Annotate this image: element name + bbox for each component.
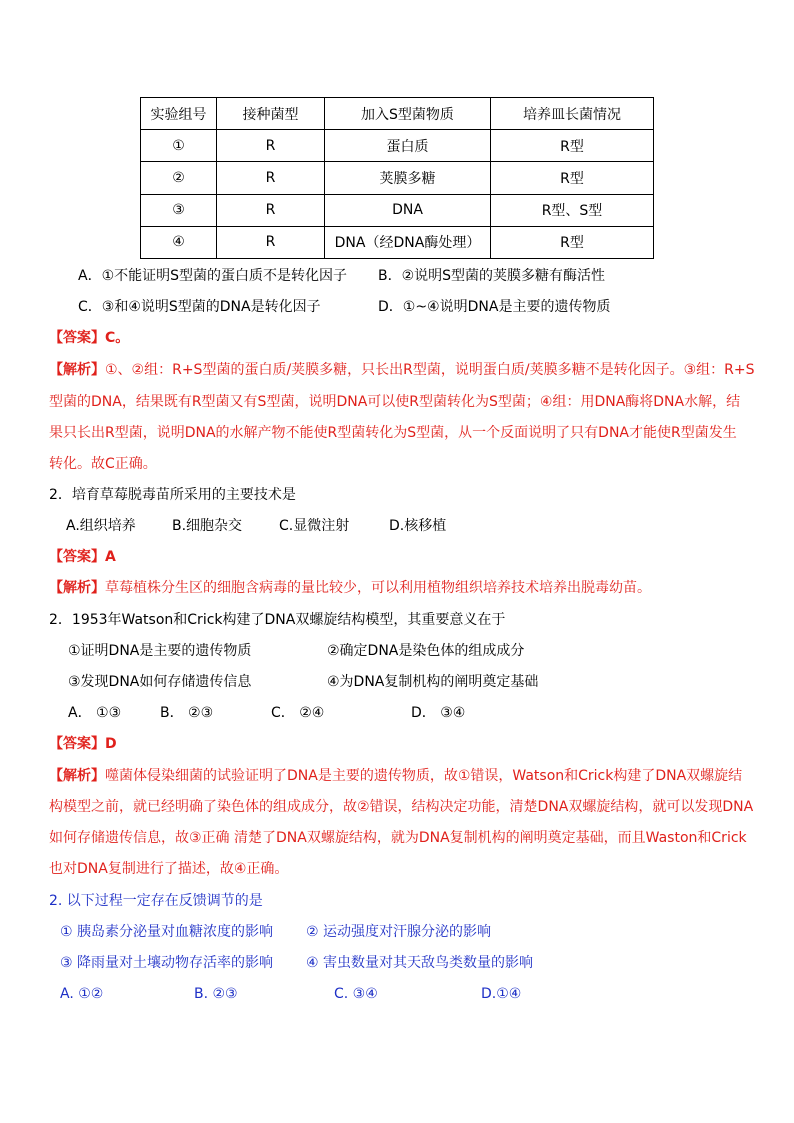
q4-item-3: ③ 降雨量对土壤动物存活率的影响 [60,955,274,971]
q2-option-b: B.细胞杂交 [172,518,243,534]
q3-analysis-line [49,766,742,786]
q3-option-a: A． ①③ [68,705,122,721]
table-cell: R [217,194,325,226]
q2-answer [49,547,116,567]
analysis-tag: 【解析】 [49,362,105,378]
answer-value: C。 [105,330,130,346]
table-header-cell: 培养皿长菌情况 [491,98,654,130]
table-cell: ① [141,130,217,162]
table-cell: DNA（经DNA酶处理） [325,226,491,258]
q3-analysis-line: 也对DNA复制进行了描述，故④正确。 [49,861,289,877]
q3-item-1: ①证明DNA是主要的遗传物质 [68,643,252,659]
q3-answer [49,734,117,754]
table-cell: R型 [491,162,654,194]
table-cell: R [217,130,325,162]
table-cell: 荚膜多糖 [325,162,491,194]
q4-option-c: C. ③④ [334,986,378,1002]
table-row [141,194,654,226]
analysis-tag: 【解析】 [49,768,105,784]
answer-tag: 【答案】 [49,549,105,565]
answer-value: D [105,736,117,752]
q3-option-b: B． ②③ [160,705,214,721]
experiment-table [140,97,654,259]
q2-stem: 2．培育草莓脱毒苗所采用的主要技术是 [49,487,296,503]
table-cell: ③ [141,194,217,226]
q3-stem: 2．1953年Watson和Crick构建了DNA双螺旋结构模型，其重要意义在于 [49,612,506,628]
q1-option-a: A．①不能证明S型菌的蛋白质不是转化因子 [78,268,348,284]
q1-answer [49,328,129,348]
table-header-cell: 加入S型菌物质 [325,98,491,130]
q1-option-d: D．①~④说明DNA是主要的遗传物质 [378,299,611,315]
q1-option-c: C．③和④说明S型菌的DNA是转化因子 [78,299,321,315]
table-cell: DNA [325,194,491,226]
q4-stem: 2. 以下过程一定存在反馈调节的是 [49,893,263,909]
q4-option-b: B. ②③ [194,986,238,1002]
q3-item-2: ②确定DNA是染色体的组成成分 [327,643,525,659]
q2-option-c: C.显微注射 [279,518,350,534]
analysis-text: ①、②组：R+S型菌的蛋白质/荚膜多糖，只长出R型菌，说明蛋白质/荚膜多糖不是转化因子。③组：R+S [105,362,755,378]
q4-item-4: ④ 害虫数量对其天敌鸟类数量的影响 [306,955,534,971]
q3-option-c: C． ②④ [271,705,325,721]
table-cell: ② [141,162,217,194]
answer-tag: 【答案】 [49,736,105,752]
q4-option-d: D.①④ [481,986,522,1002]
answer-tag: 【答案】 [49,330,105,346]
q1-analysis-line: 果只长出R型菌，说明DNA的水解产物不能使R型菌转化为S型菌，从一个反面说明了只有DNA才能使R型菌发生 [49,425,737,441]
table-cell: R型 [491,226,654,258]
q3-analysis-line: 如何存储遗传信息，故③正确 清楚了DNA双螺旋结构，就为DNA复制机构的阐明奠定基础，而且Waston和Crick [49,830,747,846]
table-row [141,162,654,194]
table-header-row [141,98,654,130]
table-cell: R [217,226,325,258]
q1-analysis-line [49,360,755,380]
analysis-tag: 【解析】 [49,580,105,596]
table-row [141,226,654,258]
q1-analysis-line: 转化。故C正确。 [49,456,157,472]
q3-option-d: D． ③④ [411,705,466,721]
table-cell: R型 [491,130,654,162]
q4-item-2: ② 运动强度对汗腺分泌的影响 [306,924,492,940]
q2-option-a: A.组织培养 [66,518,136,534]
q1-option-b: B．②说明S型菌的荚膜多糖有酶活性 [378,268,606,284]
table-cell: R型、S型 [491,194,654,226]
table-row [141,130,654,162]
q4-item-1: ① 胰岛素分泌量对血糖浓度的影响 [60,924,274,940]
q3-analysis-line: 构模型之前，就已经明确了染色体的组成成分，故②错误，结构决定功能，清楚DNA双螺旋结构，就可以发现DNA [49,799,754,815]
table-header-cell: 实验组号 [141,98,217,130]
analysis-text: 噬菌体侵染细菌的试验证明了DNA是主要的遗传物质，故①错误，Watson和Crick构建了DNA双螺旋结 [105,768,743,784]
q1-analysis-line: 型菌的DNA，结果既有R型菌又有S型菌，说明DNA可以使R型菌转化为S型菌；④组：用DNA酶将DNA水解，结 [49,394,741,410]
answer-value: A [105,549,116,565]
analysis-text: 草莓植株分生区的细胞含病毒的量比较少，可以利用植物组织培养技术培养出脱毒幼苗。 [105,580,651,596]
table-cell: R [217,162,325,194]
q2-analysis [49,578,651,598]
q4-option-a: A. ①② [60,986,104,1002]
q3-item-4: ④为DNA复制机构的阐明奠定基础 [327,674,539,690]
q3-item-3: ③发现DNA如何存储遗传信息 [68,674,252,690]
q2-option-d: D.核移植 [389,518,447,534]
table-cell: 蛋白质 [325,130,491,162]
table-cell: ④ [141,226,217,258]
table-header-cell: 接种菌型 [217,98,325,130]
